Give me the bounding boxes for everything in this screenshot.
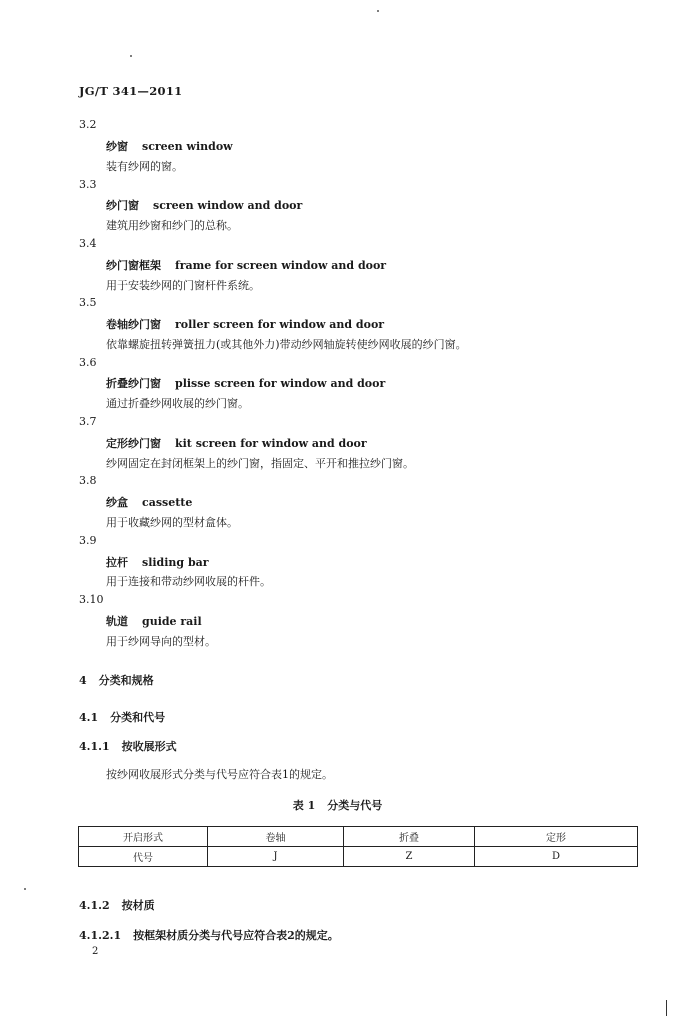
term-definition: 通过折叠纱网收展的纱门窗。 [106, 397, 249, 410]
section-number: 4.1.1 [79, 740, 110, 753]
table-cell: D [475, 847, 638, 867]
term-title [106, 316, 384, 332]
term-number: 3.5 [79, 296, 97, 309]
section-title: 分类和规格 [98, 674, 154, 687]
term-title [106, 435, 367, 451]
table-cell: Z [344, 847, 475, 867]
term-definition: 装有纱网的窗。 [106, 160, 183, 173]
subsection-heading [79, 927, 339, 943]
scan-speck [24, 888, 26, 890]
subsection-heading [79, 738, 177, 754]
term-title [106, 494, 192, 510]
term-number: 3.8 [79, 474, 97, 487]
table-caption-title: 分类与代号 [327, 799, 383, 812]
term-en: frame for screen window and door [175, 259, 387, 272]
term-title [106, 197, 302, 213]
term-definition: 建筑用纱窗和纱门的总称。 [106, 219, 238, 232]
section-title: 分类和代号 [110, 711, 166, 724]
scan-edge-mark [666, 1000, 667, 1016]
classification-table [78, 826, 638, 867]
term-number: 3.2 [79, 118, 97, 131]
scan-speck [130, 55, 132, 57]
term-en: screen window [142, 140, 233, 153]
section-number: 4.1.2 [79, 899, 110, 912]
section-title: 按收展形式 [121, 740, 177, 753]
section-number: 4.1.2.1 [79, 929, 122, 942]
term-title [106, 257, 386, 273]
term-definition: 依靠螺旋扭转弹簧扭力(或其他外力)带动纱网轴旋转使纱网收展的纱门窗。 [106, 338, 467, 351]
subsection-heading [79, 897, 155, 913]
standard-number-header: JG/T 341—2011 [79, 84, 183, 98]
section-title: 按材质 [121, 899, 155, 912]
section-heading [79, 672, 154, 688]
term-title [106, 554, 209, 570]
term-zh: 定形纱门窗 [106, 437, 161, 450]
term-definition: 用于连接和带动纱网收展的杆件。 [106, 575, 271, 588]
term-zh: 纱盒 [106, 496, 128, 509]
section-number: 4.1 [79, 711, 99, 724]
term-zh: 纱窗 [106, 140, 128, 153]
term-zh: 折叠纱门窗 [106, 377, 161, 390]
term-en: plisse screen for window and door [175, 377, 386, 390]
term-zh: 卷轴纱门窗 [106, 318, 161, 331]
table-caption-number: 表 1 [292, 799, 316, 812]
term-number: 3.6 [79, 356, 97, 369]
term-definition: 用于收藏纱网的型材盒体。 [106, 516, 238, 529]
paragraph: 按纱网收展形式分类与代号应符合表1的规定。 [106, 768, 333, 781]
term-definition: 纱网固定在封闭框架上的纱门窗，指固定、平开和推拉纱门窗。 [106, 457, 414, 470]
term-en: sliding bar [142, 556, 209, 569]
table-cell: 代号 [79, 847, 208, 867]
term-number: 3.9 [79, 534, 97, 547]
term-title [106, 138, 233, 154]
term-zh: 纱门窗框架 [106, 259, 161, 272]
term-title [106, 375, 385, 391]
table-header-cell: 折叠 [344, 827, 475, 847]
term-zh: 轨道 [106, 615, 128, 628]
term-en: cassette [142, 496, 193, 509]
subsection-heading [79, 709, 165, 725]
term-en: screen window and door [153, 199, 303, 212]
term-en: guide rail [142, 615, 202, 628]
term-number: 3.4 [79, 237, 97, 250]
page-number: 2 [92, 946, 99, 957]
table-cell: J [208, 847, 344, 867]
term-number: 3.7 [79, 415, 97, 428]
term-number: 3.10 [79, 593, 104, 606]
table-row [79, 847, 638, 867]
scan-speck [377, 10, 379, 12]
term-definition: 用于纱网导向的型材。 [106, 635, 216, 648]
table-row [79, 827, 638, 847]
term-definition: 用于安装纱网的门窗杆件系统。 [106, 279, 260, 292]
table-caption [0, 797, 675, 813]
table-header-cell: 定形 [475, 827, 638, 847]
term-en: kit screen for window and door [175, 437, 367, 450]
term-number: 3.3 [79, 178, 97, 191]
term-zh: 纱门窗 [106, 199, 139, 212]
term-en: roller screen for window and door [175, 318, 385, 331]
section-title: 按框架材质分类与代号应符合表2的规定。 [133, 929, 339, 942]
table-header-cell: 开启形式 [79, 827, 208, 847]
section-number: 4 [79, 674, 87, 687]
term-title [106, 613, 202, 629]
term-zh: 拉杆 [106, 556, 128, 569]
table-header-cell: 卷轴 [208, 827, 344, 847]
